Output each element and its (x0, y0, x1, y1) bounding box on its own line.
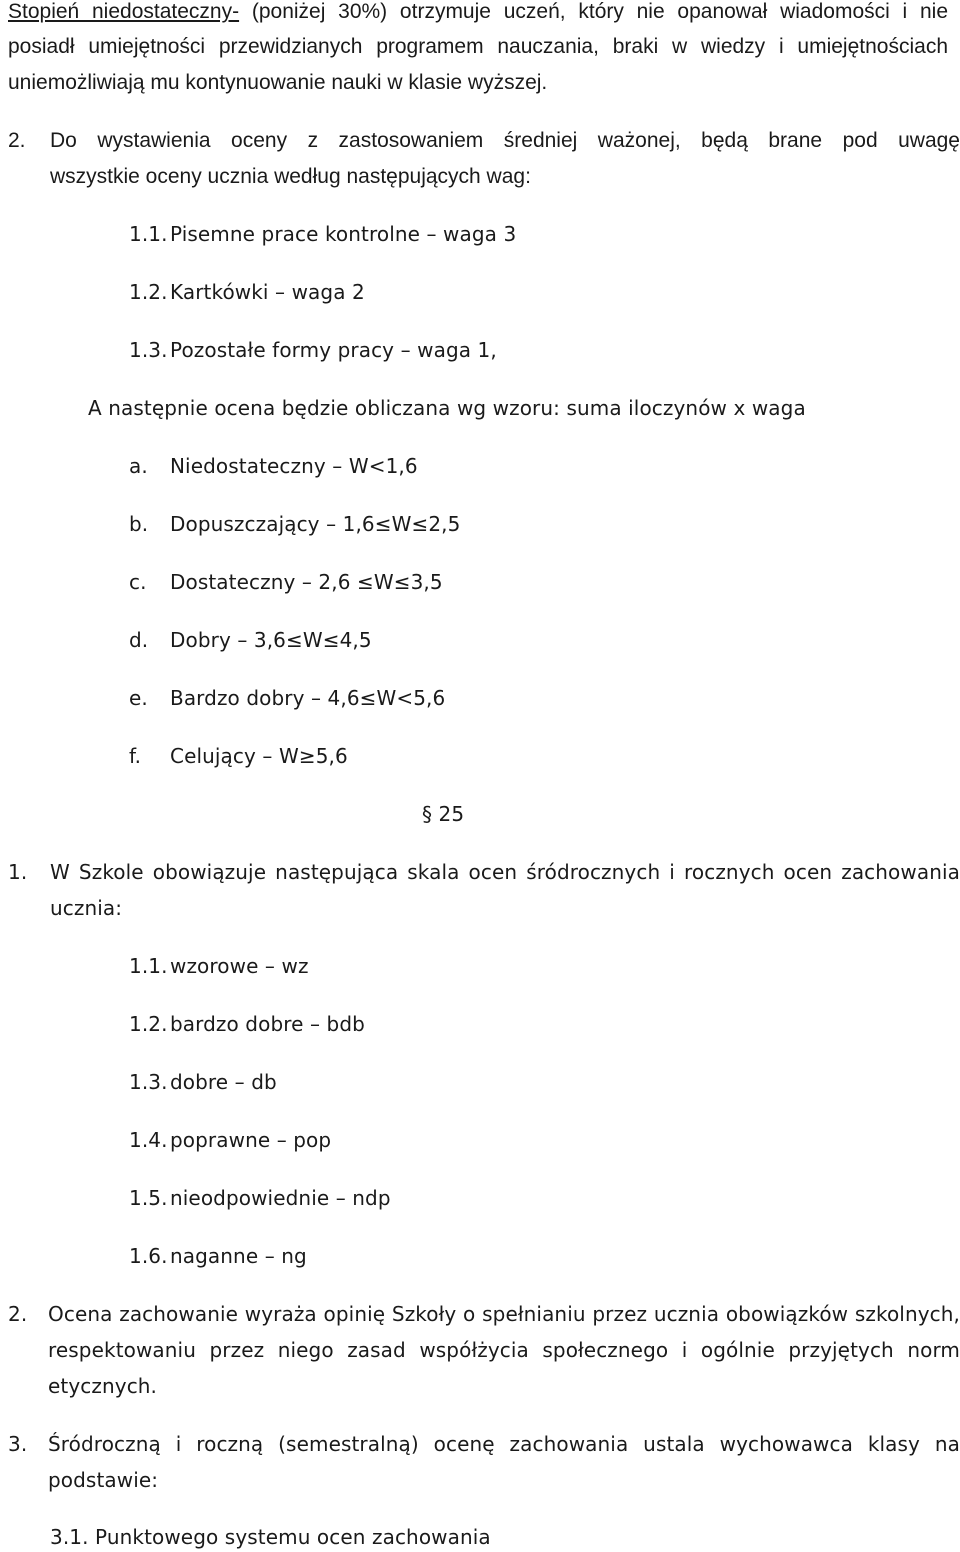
intro-line-1 (8, 0, 948, 24)
section-mark: § 25 (422, 802, 465, 826)
point-2-number: 2. (8, 129, 26, 152)
intro-underlined-heading: Stopień niedostateczny- (8, 0, 240, 23)
grade-letter: e. (129, 686, 148, 710)
point-2b-line-2: respektowaniu przez niego zasad współżycia społecznego i ogólnie przyjętych norm (48, 1338, 960, 1362)
behavior-number: 1. (8, 860, 28, 884)
weight-text: Pozostałe formy pracy – waga 1, (170, 338, 497, 362)
behavior-item-number: 1.1. (129, 954, 168, 978)
point-3-line-2: podstawie: (48, 1468, 159, 1492)
point-2b-line-1: Ocena zachowanie wyraża opinię Szkoły o spełnianiu przez ucznia obowiązków szkolnych, (48, 1302, 960, 1326)
behavior-item-text: naganne – ng (170, 1244, 307, 1268)
behavior-item-number: 1.4. (129, 1128, 168, 1152)
grade-letter: d. (129, 628, 149, 652)
grade-letter: c. (129, 570, 147, 594)
behavior-line-2: ucznia: (50, 896, 123, 920)
behavior-item-text: dobre – db (170, 1070, 277, 1094)
point-2-line-2: wszystkie oceny ucznia według następujących wag: (50, 165, 531, 188)
point-2-line-1: Do wystawienia oceny z zastosowaniem średniej ważonej, będą brane pod uwagę (50, 129, 960, 152)
weight-number: 1.1. (129, 222, 168, 246)
grade-text: Dostateczny – 2,6 ≤W≤3,5 (170, 570, 443, 594)
behavior-item-text: nieodpowiednie – ndp (170, 1186, 391, 1210)
point-3-number: 3. (8, 1432, 28, 1456)
behavior-item-number: 1.2. (129, 1012, 168, 1036)
grade-text: Dobry – 3,6≤W≤4,5 (170, 628, 372, 652)
grade-text: Celujący – W≥5,6 (170, 744, 348, 768)
point-2b-number: 2. (8, 1302, 28, 1326)
grade-text: Bardzo dobry – 4,6≤W<5,6 (170, 686, 446, 710)
behavior-item-text: wzorowe – wz (170, 954, 309, 978)
behavior-item-text: poprawne – pop (170, 1128, 332, 1152)
grade-text: Dopuszczający – 1,6≤W≤2,5 (170, 512, 461, 536)
intro-line-1-rest: (poniżej 30%) otrzymuje uczeń, który nie opanował wiadomości i nie (239, 0, 949, 23)
behavior-item-number: 1.5. (129, 1186, 168, 1210)
grade-letter: f. (129, 744, 142, 768)
behavior-item-number: 1.3. (129, 1070, 168, 1094)
weight-text: Pisemne prace kontrolne – waga 3 (170, 222, 517, 246)
formula-text: A następnie ocena będzie obliczana wg wzoru: suma iloczynów x waga (88, 396, 806, 420)
intro-line-2: posiadł umiejętności przewidzianych programem nauczania, braki w wiedzy i umiejętnościach (8, 35, 948, 58)
grade-letter: b. (129, 512, 149, 536)
intro-line-3: uniemożliwiają mu kontynuowanie nauki w klasie wyższej. (8, 71, 548, 94)
weight-number: 1.3. (129, 338, 168, 362)
behavior-item-text: bardzo dobre – bdb (170, 1012, 365, 1036)
behavior-item-number: 1.6. (129, 1244, 168, 1268)
grade-letter: a. (129, 454, 148, 478)
behavior-line-1: W Szkole obowiązuje następująca skala ocen śródrocznych i rocznych ocen zachowania (50, 860, 960, 884)
point-2b-line-3: etycznych. (48, 1374, 158, 1398)
weight-text: Kartkówki – waga 2 (170, 280, 365, 304)
grade-text: Niedostateczny – W<1,6 (170, 454, 418, 478)
weight-number: 1.2. (129, 280, 168, 304)
point-3-1-text: 3.1. Punktowego systemu ocen zachowania (50, 1525, 491, 1549)
point-3-line-1: Śródroczną i roczną (semestralną) ocenę zachowania ustala wychowawca klasy na (48, 1432, 960, 1456)
